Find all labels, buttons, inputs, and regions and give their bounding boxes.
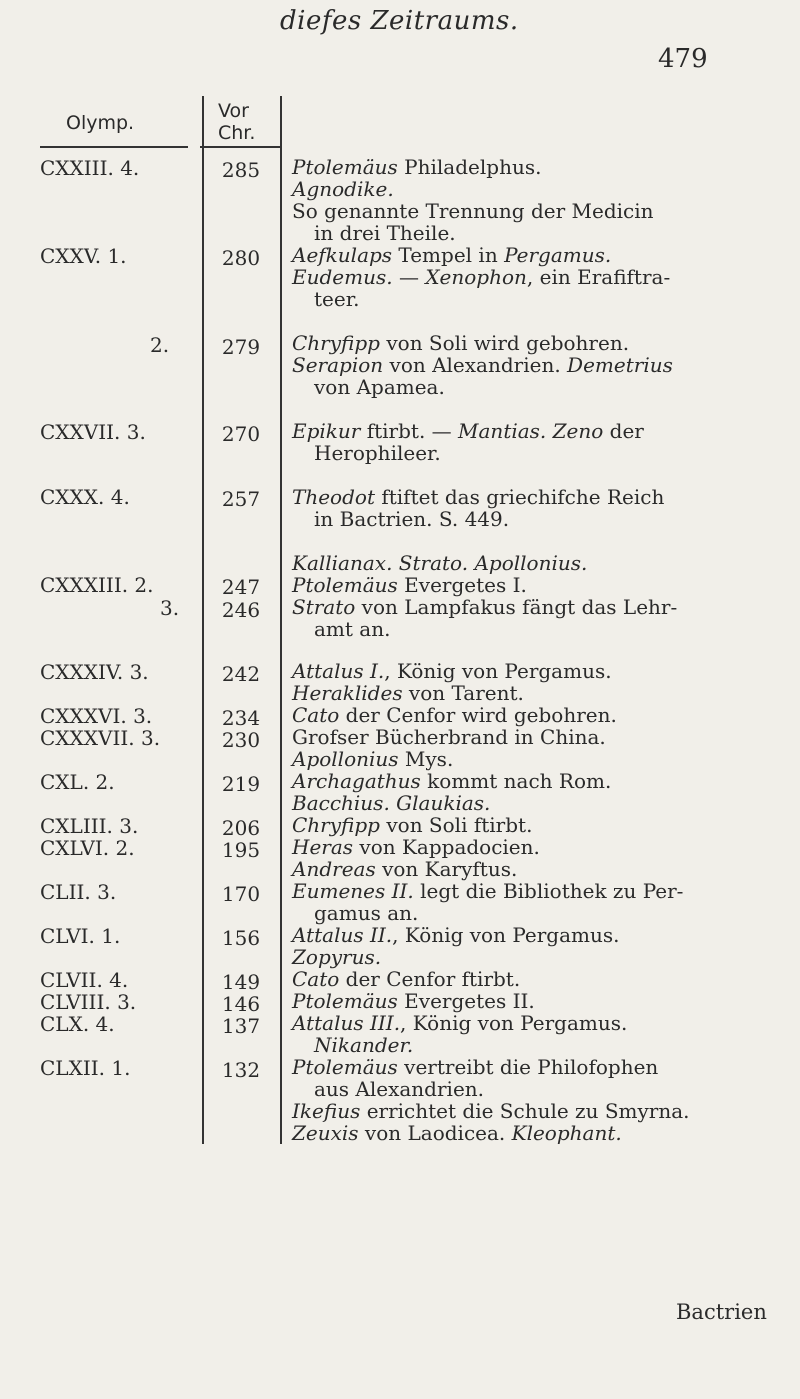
person-name: Ptolemäus xyxy=(292,1055,398,1079)
entry-text: — xyxy=(392,265,426,289)
entry-text: Tempel in xyxy=(392,243,505,267)
year-bc: 149 xyxy=(221,970,261,994)
catchword: Bactrien xyxy=(676,1300,767,1324)
chronicle-entry xyxy=(292,574,792,596)
year-bc: 246 xyxy=(221,598,261,622)
person-name: Chryfipp xyxy=(292,331,380,355)
olympiad-label: CLVIII. 3. xyxy=(40,990,137,1014)
place-name: Pergamus. xyxy=(504,243,612,267)
person-name: Andreas xyxy=(292,857,376,881)
entry-continuation: Herophileer. xyxy=(314,441,441,465)
entry-text: vertreibt die Philofophen xyxy=(397,1055,659,1079)
column-header-vor-chr: Vor Chr. xyxy=(218,100,256,144)
page-number: 479 xyxy=(658,44,708,74)
year-bc: 230 xyxy=(221,728,261,752)
chronicle-entry xyxy=(292,178,792,200)
person-name: Bacchius. xyxy=(292,791,390,815)
entry-continuation: in drei Theile. xyxy=(314,221,456,245)
chronicle-entry xyxy=(292,266,792,310)
person-name: Mantias. xyxy=(458,419,547,443)
chronicle-entry xyxy=(292,1012,792,1034)
person-name: Ptolemäus xyxy=(292,573,398,597)
person-name: Kleophant. xyxy=(511,1121,622,1145)
person-name: Attalus I. xyxy=(292,659,385,683)
entry-text: der Cenfor ftirbt. xyxy=(339,967,521,991)
person-name: Epikur xyxy=(292,419,361,443)
entry-text: Evergetes II. xyxy=(397,989,535,1013)
olympiad-label: CXXXVII. 3. xyxy=(40,726,161,750)
olympiad-label: CXXV. 1. xyxy=(40,244,127,268)
chronicle-entry xyxy=(292,858,792,880)
entry-text: Evergetes I. xyxy=(397,573,527,597)
chronicle-entry xyxy=(292,748,792,770)
entry-text: von Alexandrien. xyxy=(383,353,568,377)
person-name: Zeuxis xyxy=(292,1121,359,1145)
olympiad-label: CXXXVI. 3. xyxy=(40,704,153,728)
year-bc: 257 xyxy=(221,487,261,511)
chronicle-entry xyxy=(292,704,792,726)
year-bc: 132 xyxy=(221,1058,261,1082)
year-bc: 280 xyxy=(221,246,261,270)
entry-text: Mys. xyxy=(398,747,454,771)
entry-text: von Soli ftirbt. xyxy=(380,813,533,837)
year-bc: 270 xyxy=(221,422,261,446)
person-name: Chryfipp xyxy=(292,813,380,837)
year-bc: 146 xyxy=(221,992,261,1016)
entry-text: kommt nach Rom. xyxy=(420,769,612,793)
year-bc: 247 xyxy=(221,575,261,599)
olympiad-label: CLVI. 1. xyxy=(40,924,121,948)
entry-text: ftirbt. — xyxy=(360,419,459,443)
olympiad-label: CXXIII. 4. xyxy=(40,156,140,180)
person-name: Theodot xyxy=(292,485,375,509)
person-name: Kallianax. xyxy=(292,551,393,575)
person-name: Aefkulaps xyxy=(292,243,393,267)
chronicle-entry xyxy=(292,332,792,354)
olympiad-label: CXL. 2. xyxy=(40,770,115,794)
entry-text: von Karyftus. xyxy=(375,857,518,881)
entry-continuation: von Apamea. xyxy=(314,375,445,399)
chronicle-entry xyxy=(292,486,792,530)
header-rule-olymp xyxy=(40,146,188,148)
person-name: Strato. xyxy=(398,551,469,575)
chronicle-entry xyxy=(292,880,792,924)
year-bc: 137 xyxy=(221,1014,261,1038)
entry-continuation: teer. xyxy=(314,287,360,311)
year-bc: 219 xyxy=(221,772,261,796)
person-name: Attalus III. xyxy=(292,1011,401,1035)
person-name: Ptolemäus xyxy=(292,155,398,179)
chronicle-entry xyxy=(292,924,792,946)
year-bc: 242 xyxy=(221,662,261,686)
person-name: Glaukias. xyxy=(396,791,491,815)
entry-text: , ein Erafiftra- xyxy=(526,265,671,289)
person-name: Cato xyxy=(292,967,340,991)
entry-text: der xyxy=(603,419,644,443)
entry-text: , König von Pergamus. xyxy=(392,923,620,947)
olympiad-label: CLII. 3. xyxy=(40,880,117,904)
chronicle-entry xyxy=(292,836,792,858)
entry-text: , König von Pergamus. xyxy=(400,1011,628,1035)
header-rule-vor-chr xyxy=(200,146,282,148)
entry-text: legt die Bibliothek zu Per- xyxy=(413,879,684,903)
olympiad-label: CLXII. 1. xyxy=(40,1056,131,1080)
chronicle-entry xyxy=(292,354,792,398)
entry-text: von Tarent. xyxy=(402,681,524,705)
chronicle-entry xyxy=(292,770,792,792)
person-name: Eudemus. xyxy=(292,265,393,289)
person-name: Cato xyxy=(292,703,340,727)
entry-text: Grofser Bücherbrand in China. xyxy=(292,725,606,749)
olympiad-label: CXXX. 4. xyxy=(40,485,130,509)
year-bc: 279 xyxy=(221,335,261,359)
column-divider-right xyxy=(280,96,282,1144)
person-name: Agnodike. xyxy=(292,177,394,201)
person-name: Xenophon xyxy=(425,265,527,289)
chronicle-entry xyxy=(292,156,792,178)
year-bc: 206 xyxy=(221,816,261,840)
entry-text: von Laodicea. xyxy=(358,1121,512,1145)
entry-continuation: aus Alexandrien. xyxy=(314,1077,485,1101)
person-name: Serapion xyxy=(292,353,384,377)
chronicle-entry xyxy=(292,814,792,836)
person-name: Archagathus xyxy=(292,769,421,793)
year-bc: 156 xyxy=(221,926,261,950)
olympiad-label: CLVII. 4. xyxy=(40,968,129,992)
chronicle-entry xyxy=(292,1100,792,1122)
chronicle-entry xyxy=(292,244,792,266)
entry-continuation: gamus an. xyxy=(314,901,419,925)
chronicle-entry xyxy=(292,1056,792,1100)
chronicle-entry xyxy=(292,792,792,814)
chronicle-entry xyxy=(292,420,792,464)
olympiad-label: CLX. 4. xyxy=(40,1012,115,1036)
person-name: Apollonius xyxy=(292,747,399,771)
column-header-olymp: Olymp. xyxy=(66,112,135,134)
year-bc: 234 xyxy=(221,706,261,730)
olympiad-label: CXXXIII. 2. xyxy=(40,573,154,597)
entry-continuation: in Bactrien. S. 449. xyxy=(314,507,510,531)
entry-text: Philadelphus. xyxy=(397,155,542,179)
olympiad-label: CXXXIV. 3. xyxy=(40,660,149,684)
chronicle-entry xyxy=(292,968,792,990)
entry-text: So genannte Trennung der Medicin xyxy=(292,199,654,223)
chronicle-entry xyxy=(292,1122,792,1144)
person-name: Heras xyxy=(292,835,354,859)
chronicle-entry xyxy=(292,660,792,682)
entry-text: von Lampfakus fängt das Lehr- xyxy=(355,595,678,619)
person-name: Attalus II. xyxy=(292,923,393,947)
chronicle-entry xyxy=(292,682,792,704)
entry-text: errichtet die Schule zu Smyrna. xyxy=(360,1099,690,1123)
person-name: Eumenes II. xyxy=(292,879,414,903)
chronicle-entry xyxy=(292,726,792,748)
entry-text: von Kappadocien. xyxy=(353,835,540,859)
person-name: Heraklides xyxy=(292,681,403,705)
person-name: Strato xyxy=(292,595,356,619)
year-bc: 195 xyxy=(221,838,261,862)
person-name: Zopyrus. xyxy=(292,945,382,969)
olympiad-label: 3. xyxy=(160,596,180,620)
person-name: Demetrius xyxy=(567,353,673,377)
chronicle-entry xyxy=(292,200,792,244)
chronicle-entry xyxy=(292,596,792,640)
olympiad-label: CXXVII. 3. xyxy=(40,420,146,444)
entry-text: , König von Pergamus. xyxy=(384,659,612,683)
chronicle-entry xyxy=(292,552,792,574)
olympiad-label: CXLVI. 2. xyxy=(40,836,135,860)
year-bc: 285 xyxy=(221,158,261,182)
entry-text: ftiftet das griechifche Reich xyxy=(374,485,665,509)
chronicle-entry xyxy=(292,1034,792,1056)
year-bc: 170 xyxy=(221,882,261,906)
person-name: Ptolemäus xyxy=(292,989,398,1013)
running-title: diefes Zeitraums. xyxy=(280,6,519,36)
entry-continuation: amt an. xyxy=(314,617,391,641)
olympiad-label: 2. xyxy=(150,333,170,357)
person-name: Apollonius. xyxy=(474,551,588,575)
entry-text: der Cenfor wird gebohren. xyxy=(339,703,617,727)
person-name: Ikefius xyxy=(292,1099,361,1123)
chronicle-entry xyxy=(292,990,792,1012)
person-name: Zeno xyxy=(552,419,604,443)
entry-text: von Soli wird gebohren. xyxy=(380,331,630,355)
olympiad-label: CXLIII. 3. xyxy=(40,814,139,838)
chronicle-entry xyxy=(292,946,792,968)
person-name: Nikander. xyxy=(314,1033,414,1057)
